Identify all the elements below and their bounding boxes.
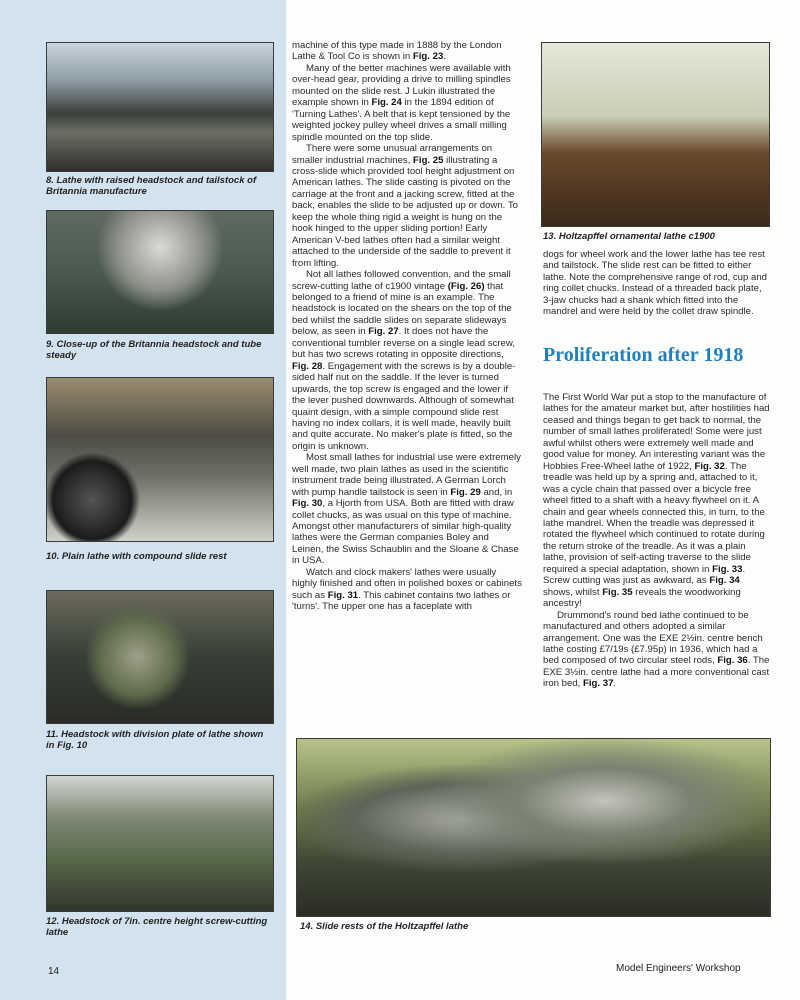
photo-fig12-headstock-7in [46, 775, 274, 912]
figure-reference: Fig. 32 [694, 460, 725, 472]
figure-reference: Fig. 33 [712, 563, 743, 575]
figure-reference: Fig. 23 [412, 51, 444, 63]
paragraph [543, 392, 771, 610]
text-run: Not all lathes followed convention, and the small screw-cutting lathe of c1900 vintage [292, 269, 511, 292]
figure-reference: Fig. 37 [583, 678, 614, 690]
paragraph [292, 452, 522, 567]
text-run: illustrating a cross-slide which provided tool height adjustment on American lathes. The slide casting is pivoted on the carriage at the front and a jacking screw, fitted at the back, enables the slide to be adjusted up or down. To keep the whole thing rigid a weight is hung on the hook hinged to the upper sliding portion! Early American V-bed lathes often had a similar weight attached to the underside of the saddle to prevent it from lifting. [292, 154, 518, 269]
text-run: . [443, 51, 446, 63]
text-run: shows, whilst [543, 586, 603, 598]
paragraph [543, 249, 771, 318]
text-run: Most small lathes for industrial use were extremely well made, two plain lathes as used in the scientific instrument trade being illustrated. A German Lorch with pump handle tailstock is seen in [292, 452, 521, 498]
text-run: Many of the better machines were available with over-head gear, providing a drive to milling spindles mounted on the slide rest. J Lukin illustrated the example shown in [292, 62, 511, 109]
figure-reference: Fig. 24 [371, 97, 402, 109]
figure-reference: Fig. 36 [717, 655, 748, 667]
caption-fig10: 10. Plain lathe with compound slide rest [46, 551, 227, 562]
photo-fig8-britannia-lathe [46, 42, 274, 172]
text-run: Drummond's round bed lathe continued to be manufactured and others adopted a similar arrangement. One was the EXE 2½in. centre bench lathe costing £7/19s (£7.95p) in 1936, which had a bed composed of two circular steel rods, [543, 609, 763, 667]
photo-fig13-holtzapffel-lathe [541, 42, 770, 227]
text-run: . This cabinet contains two lathes or 'turns'. The upper one has a faceplate with [292, 589, 511, 613]
text-run: Watch and clock makers' lathes were usually highly finished and often in polished boxes or cabinets such as [292, 566, 522, 601]
caption-fig11: 11. Headstock with division plate of lathe shown in Fig. 10 [46, 729, 264, 751]
publication-name: Model Engineers' Workshop [616, 963, 741, 974]
caption-fig13: 13. Holtzapffel ornamental lathe c1900 [543, 231, 715, 242]
text-run: reveals the woodworking ancestry! [543, 586, 741, 610]
caption-fig8: 8. Lathe with raised headstock and tailstock of Britannia manufacture [46, 175, 257, 197]
text-run: . [613, 678, 617, 690]
text-run: . The EXE 3½in. centre lathe had a more conventional cast iron bed, [543, 655, 770, 690]
section-heading: Proliferation after 1918 [543, 344, 744, 366]
paragraph [292, 567, 522, 613]
figure-reference: (Fig. 26) [447, 280, 485, 292]
text-run: and, in [480, 486, 513, 498]
paragraph [543, 610, 771, 690]
body-text-right-column-top [543, 249, 771, 318]
text-run: . The treadle was held up by a spring and, attached to it, was a cycle chain that passed over a bicycle free wheel fitted to a shaft with a heavy flywheel on it. A chain and gear wheels connected this, in turn, to the lathe mandrel. When the treadle was depressed it rotated the flywheel which continued to rotate during the return stroke of the treadle. As it was a plain lathe, provision of self-acting traverse to the slide required a special adaptation, shown in [543, 460, 765, 575]
paragraph [292, 143, 522, 269]
page-number: 14 [48, 966, 60, 977]
figure-reference: Fig. 29 [450, 486, 481, 498]
figure-reference: Fig. 28 [292, 360, 323, 372]
text-run: . Screw cutting was just as awkward, as [543, 563, 746, 587]
text-run: , a Hjorth from USA. Both are fitted with draw collet chucks, as was usual on this type of machine. Amongst other manufacturers of similar high-quality lathes were the German companies Boley and Leinen, the Swiss Schaublin and the Sloane & Chase in USA. [292, 498, 519, 567]
caption-fig12: 12. Headstock of 7in. centre height screw-cutting lathe [46, 916, 268, 938]
text-run: . It does not have the conventional tumbler reverse on a single lead screw, but has two screws rotating in opposite directions, [292, 326, 515, 361]
caption-fig14: 14. Slide rests of the Holtzapffel lathe [300, 921, 469, 932]
text-run: that belonged to a friend of mine is an example. The headstock is located on the shears on the top of the bed whilst the saddle slides on separate slideways below, as seen in [292, 280, 512, 338]
body-text-right-column-bottom [543, 392, 771, 690]
paragraph [292, 63, 522, 143]
figure-reference: Fig. 27 [368, 326, 399, 338]
text-run: machine of this type made in 1888 by the London Lathe & Tool Co is shown in [292, 40, 502, 63]
figure-reference: Fig. 31 [327, 589, 359, 601]
paragraph [292, 40, 522, 63]
photo-fig10-plain-lathe [46, 377, 274, 542]
paragraph [292, 269, 522, 452]
figure-reference: Fig. 30 [292, 498, 323, 510]
caption-fig9: 9. Close-up of the Britannia headstock and tube steady [46, 339, 262, 361]
text-run: in the 1894 edition of 'Turning Lathes'. A belt that is kept tensioned by the weighted jockey pulley wheel drives a small milling spindle mounted on the top slide. [292, 97, 511, 143]
text-run: dogs for wheel work and the lower lathe has tee rest and tailstock. The slide rest can be fitted to either lathe. Note the comprehensive range of rod, cup and ring collet chucks. Instead of a threaded back plate, 3-jaw chucks had a shank which fitted into the mandrel and were held by the collet draw spindle. [543, 249, 767, 318]
text-run: There were some unusual arrangements on smaller industrial machines, [292, 143, 493, 166]
figure-reference: Fig. 34 [709, 575, 740, 587]
photo-fig11-division-plate [46, 590, 274, 724]
photo-fig14-slide-rests [296, 738, 771, 917]
text-run: . Engagement with the screws is by a double-sided half nut on the saddle. If the lever is turned upwards, the top screw is engaged and the lower if the lever pushed downwards. Although of somewhat quaint design, with a simple compound slide rest having no index collars, it is well made, heavily built and quite accurate. No maker's plate is fitted, so the origin is unknown. [292, 360, 516, 452]
photo-fig9-headstock-closeup [46, 210, 274, 334]
figure-reference: Fig. 35 [602, 586, 633, 598]
body-text-middle-column [292, 40, 522, 613]
text-run: The First World War put a stop to the manufacture of lathes for the amateur market but, after hostilities had ceased and things began to get back to normal, the number of small lathes proliferated! Some were just awful whilst others were extremely well made and good value for money. An interesting variant was the Hobbies Free-Wheel lathe of 1922, [543, 392, 770, 472]
figure-reference: Fig. 25 [413, 154, 444, 166]
